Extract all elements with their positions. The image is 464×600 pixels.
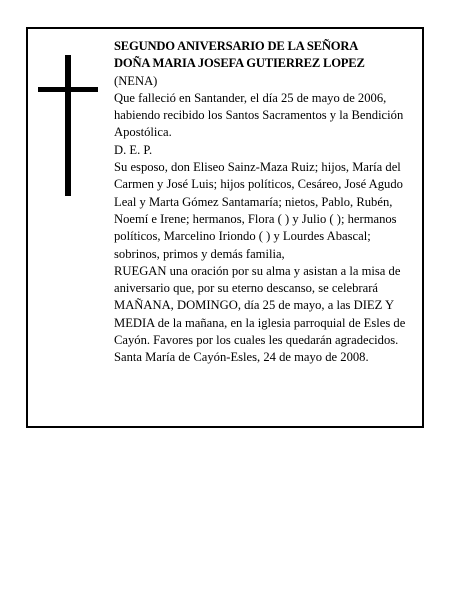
cross-icon — [38, 55, 98, 196]
notice-title-line-1: SEGUNDO ANIVERSARIO DE LA SEÑORA — [114, 39, 359, 53]
dep-line: D. E. P. — [114, 142, 153, 157]
death-paragraph: Que falleció en Santander, el día 25 de mayo de 2006, habiendo recibido los Santos Sacramentos y la Bendición Apostólica. — [114, 90, 404, 140]
family-paragraph: Su esposo, don Eliseo Sainz-Maza Ruiz; hijos, María del Carmen y José Luis; hijos políticos, Cesáreo, José Agudo Leal y Marta Gómez Santamaría; nietos, Pablo, Rubén, Noemí e Irene; hermanos, Flora ( ) y Julio ( ); hermanos políticos, Marcelino Iriondo ( ) y Lourdes Abascal; sobrinos, primos y demás familia, — [114, 160, 403, 261]
notice-title-line-2: DOÑA MARIA JOSEFA GUTIERREZ LOPEZ — [114, 56, 365, 71]
cross-vertical-bar — [65, 55, 71, 196]
request-paragraph: RUEGAN una oración por su alma y asistan a la misa de aniversario que, por su eterno descanso, se celebrará MAÑANA, DOMINGO, día 25 de mayo, a las DIEZ Y MEDIA de la mañana, en la iglesia parroquial de Esles de Cayón. Favores por los cuales les quedarán agradecidos. — [114, 263, 406, 348]
place-date-line: Santa María de Cayón-Esles, 24 de mayo de 2008. — [114, 350, 369, 365]
cross-horizontal-bar — [38, 87, 98, 92]
notice-nickname: (NENA) — [114, 73, 158, 88]
obituary-text — [114, 38, 418, 367]
